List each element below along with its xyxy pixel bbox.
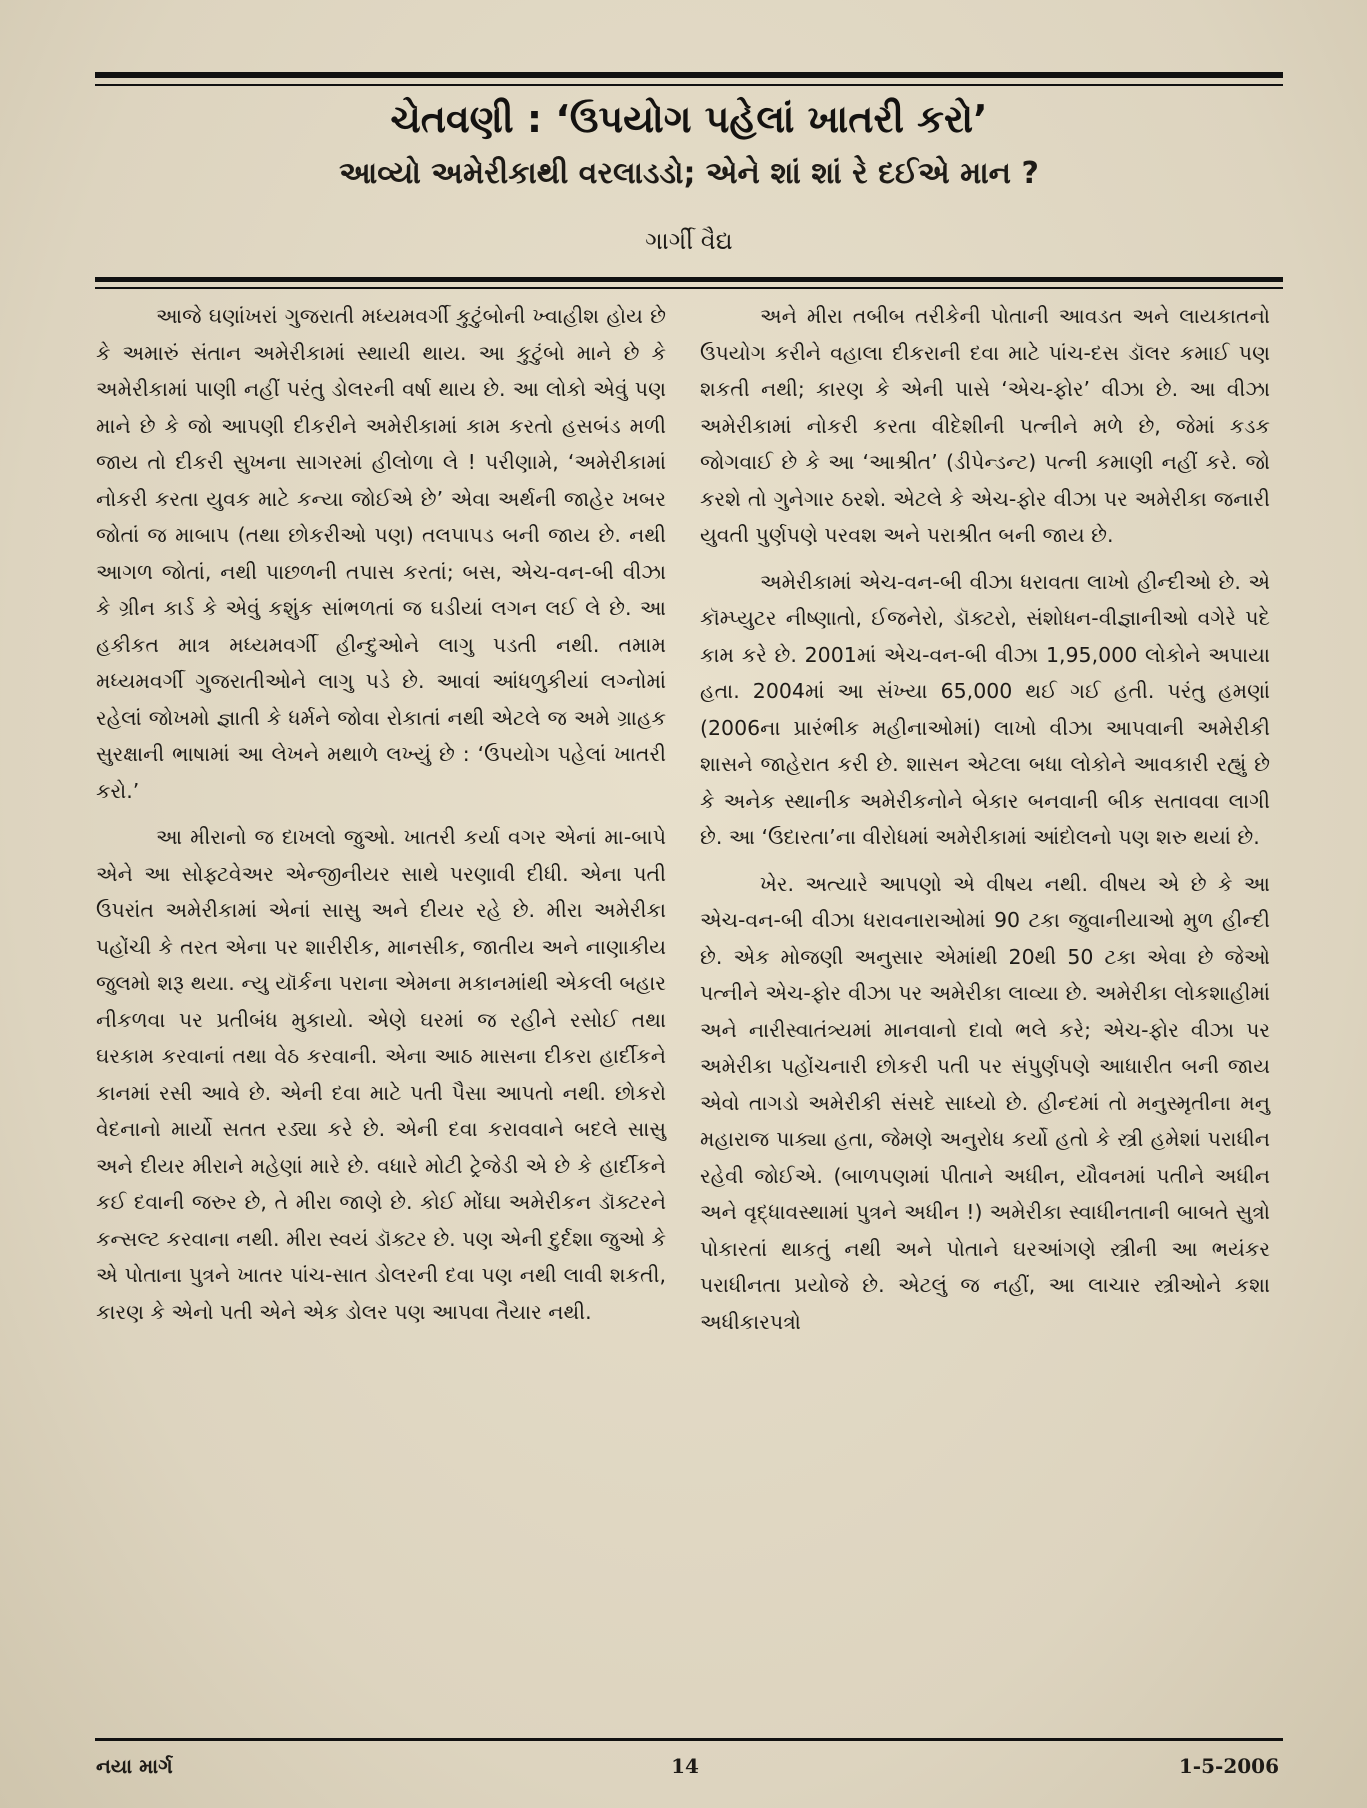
top-rule-thick xyxy=(95,72,1283,78)
page-number: 14 xyxy=(671,1754,699,1778)
paragraph: ખેર. અત્યારે આપણો એ વીષય નથી. વીષય એ છે કે આ એચ-વન-બી વીઝા ધરાવનારાઓમાં 90 ટકા જુવાનીયાઓ મુળ હીન્દી છે. એક મોજણી અનુસાર એમાંથી 20થી 50 ટકા એવા છે જેઓ પત્નીને એચ-ફોર વીઝા પર અમેરીકા લાવ્યા છે. અમેરીકા લોકશાહીમાં અને નારીસ્વાતંત્ર્યમાં માનવાનો દાવો ભલે કરે; એચ-ફોર વીઝા પર અમેરીકા પહોંચનારી છોકરી પતી પર સંપુર્ણપણે આધારીત બની જાય એવો તાગડો અમેરીકી સંસદે સાધ્યો છે. હીન્દમાં તો મનુસ્મૃતીના મનુ મહારાજ પાક્યા હતા, જેમણે અનુરોધ કર્યો હતો કે સ્ત્રી હમેશાં પરાધીન રહેવી જોઈએ. (બાળપણમાં પીતાને અધીન, યૌવનમાં પતીને અધીન અને વૃદ્ધાવસ્થામાં પુત્રને અધીન !) અમેરીકા સ્વાધીનતાની બાબતે સુત્રો પોકારતાં થાકતું નથી અને પોતાને ઘરઆંગણે સ્ત્રીની આ ભયંકર પરાધીનતા પ્રયોજે છે. એટલું જ નહીં, આ લાચાર સ્ત્રીઓને કશા અધીકારપત્રો xyxy=(700,871,1270,1334)
paragraph: આજે ઘણાંખરાં ગુજરાતી મધ્યમવર્ગી કુટુંબોની ખ્વાહીશ હોય છે કે અમારું સંતાન અમેરીકામાં સ્થાયી થાય. આ કુટુંબો માને છે કે અમેરીકામાં પાણી નહીં પરંતુ ડોલરની વર્ષા થાય છે. આ લોકો એવું પણ માને છે કે જો આપણી દીકરીને અમેરીકામાં કામ કરતો હસબંડ મળી જાય તો દીકરી સુખના સાગરમાં હીલોળા લે ! પરીણામે, ‘અમેરીકામાં નોકરી કરતા યુવક માટે કન્યા જોઈએ છે’ એવા અર્થની જાહેર ખબર જોતાં જ માબાપ (તથા છોકરીઓ પણ) તલપાપડ બની જાય છે. નથી આગળ જોતાં, નથી પાછળની તપાસ કરતાં; બસ, એચ-વન-બી વીઝા કે ગ્રીન કાર્ડ કે એવું કશુંક સાંભળતાં જ ઘડીયાં લગન લઈ લે છે. આ હકીકત માત્ર મધ્યમવર્ગી હીન્દુઓને લાગુ પડતી નથી. તમામ મધ્યમવર્ગી ગુજરાતીઓને લાગુ પડે છે. આવાં આંધળુકીયાં લગ્નોમાં રહેલાં જોખમો જ્ઞાતી કે ધર્મને જોવા રોકાતાં નથી એટલે જ અમે ગ્રાહક સુરક્ષાની ભાષામાં આ લેખને મથાળે લખ્યું છે : ‘ઉપયોગ પહેલાં ખાતરી કરો.’ xyxy=(96,304,666,803)
paragraph: અને મીરા તબીબ તરીકેની પોતાની આવડત અને લાયકાતનો ઉપયોગ કરીને વહાલા દીકરાની દવા માટે પાંચ-દસ ડૉલર કમાઈ પણ શકતી નથી; કારણ કે એની પાસે ‘એચ-ફોર’ વીઝા છે. આ વીઝા અમેરીકામાં નોકરી કરતા વીદેશીની પત્નીને મળે છે, જેમાં કડક જોગવાઈ છે કે આ ‘આશ્રીત’ (ડીપેન્ડન્ટ) પત્ની કમાણી નહીં કરે. જો કરશે તો ગુનેગાર ઠરશે. એટલે કે એચ-ફોર વીઝા પર અમેરીકા જનારી યુવતી પુર્ણપણે પરવશ અને પરાશ્રીત બની જાય છે. xyxy=(700,304,1270,547)
paragraph: અમેરીકામાં એચ-વન-બી વીઝા ધરાવતા લાખો હીન્દીઓ છે. એ કૉમ્પ્યુટર નીષ્ણાતો, ઈજનેરો, ડૉક્ટરો, સંશોધન-વીજ્ઞાનીઓ વગેરે પદે કામ કરે છે. 2001માં એચ-વન-બી વીઝા 1,95,000 લોકોને અપાયા હતા. 2004માં આ સંખ્યા 65,000 થઈ ગઈ હતી. પરંતુ હમણાં (2006ના પ્રારંભીક મહીનાઓમાં) લાખો વીઝા આપવાની અમેરીકી શાસને જાહેરાત કરી છે. શાસન એટલા બધા લોકોને આવકારી રહ્યું છે કે અનેક સ્થાનીક અમેરીકનોને બેકાર બનવાની બીક સતાવવા લાગી છે. આ ‘ઉદારતા’ના વીરોધમાં અમેરીકામાં આંદોલનો પણ શરુ થયાં છે. xyxy=(700,569,1270,849)
right-column xyxy=(700,298,1270,1350)
top-rule-thin xyxy=(95,84,1283,86)
article-title: ચેતવણી : ‘ઉપયોગ પહેલાં ખાતરી કરો’ xyxy=(390,97,988,141)
left-column xyxy=(96,298,666,1340)
header-rule-thin xyxy=(95,287,1283,289)
footer-rule xyxy=(95,1738,1283,1741)
issue-date: 1-5-2006 xyxy=(1178,1754,1279,1778)
header-rule-thick xyxy=(95,277,1283,282)
article-author: ગાર્ગી વૈદ્ય xyxy=(645,227,733,255)
article-subtitle: આવ્યો અમેરીકાથી વરલાડડો; એને શાં શાં રે દઈએ માન ? xyxy=(339,156,1039,191)
paragraph: આ મીરાનો જ દાખલો જુઓ. ખાતરી કર્યા વગર એનાં મા-બાપે એને આ સોફ્ટવેઅર એન્જીનીયર સાથે પરણાવી દીધી. એના પતી ઉપરાંત અમેરીકામાં એનાં સાસુ અને દીયર રહે છે. મીરા અમેરીકા પહોંચી કે તરત એના પર શારીરીક, માનસીક, જાતીય અને નાણાકીય જુલમો શરૂ થયા. ન્યુ યૉર્કના પરાના એમના મકાનમાંથી એકલી બહાર નીકળવા પર પ્રતીબંધ મુકાયો. એણે ઘરમાં જ રહીને રસોઈ તથા ઘરકામ કરવાનાં તથા વેઠ કરવાની. એના આઠ માસના દીકરા હાર્દીકને કાનમાં રસી આવે છે. એની દવા માટે પતી પૈસા આપતો નથી. છોકરો વેદનાનો માર્યો સતત રડ્યા કરે છે. એની દવા કરાવવાને બદલે સાસુ અને દીયર મીરાને મહેણાં મારે છે. વધારે મોટી ટ્રેજેડી એ છે કે હાર્દીકને કઈ દવાની જરુર છે, તે મીરા જાણે છે. કોઈ મોંઘા અમેરીકન ડૉક્ટરને કન્સલ્ટ કરવાના નથી. મીરા સ્વયં ડૉક્ટર છે. પણ એની દુર્દશા જુઓ કે એ પોતાના પુત્રને ખાતર પાંચ-સાત ડોલરની દવા પણ નથી લાવી શકતી, કારણ કે એનો પતી એને એક ડોલર પણ આપવા તૈયાર નથી. xyxy=(96,825,666,1324)
publication-name: નયા માર્ગ xyxy=(96,1754,173,1778)
